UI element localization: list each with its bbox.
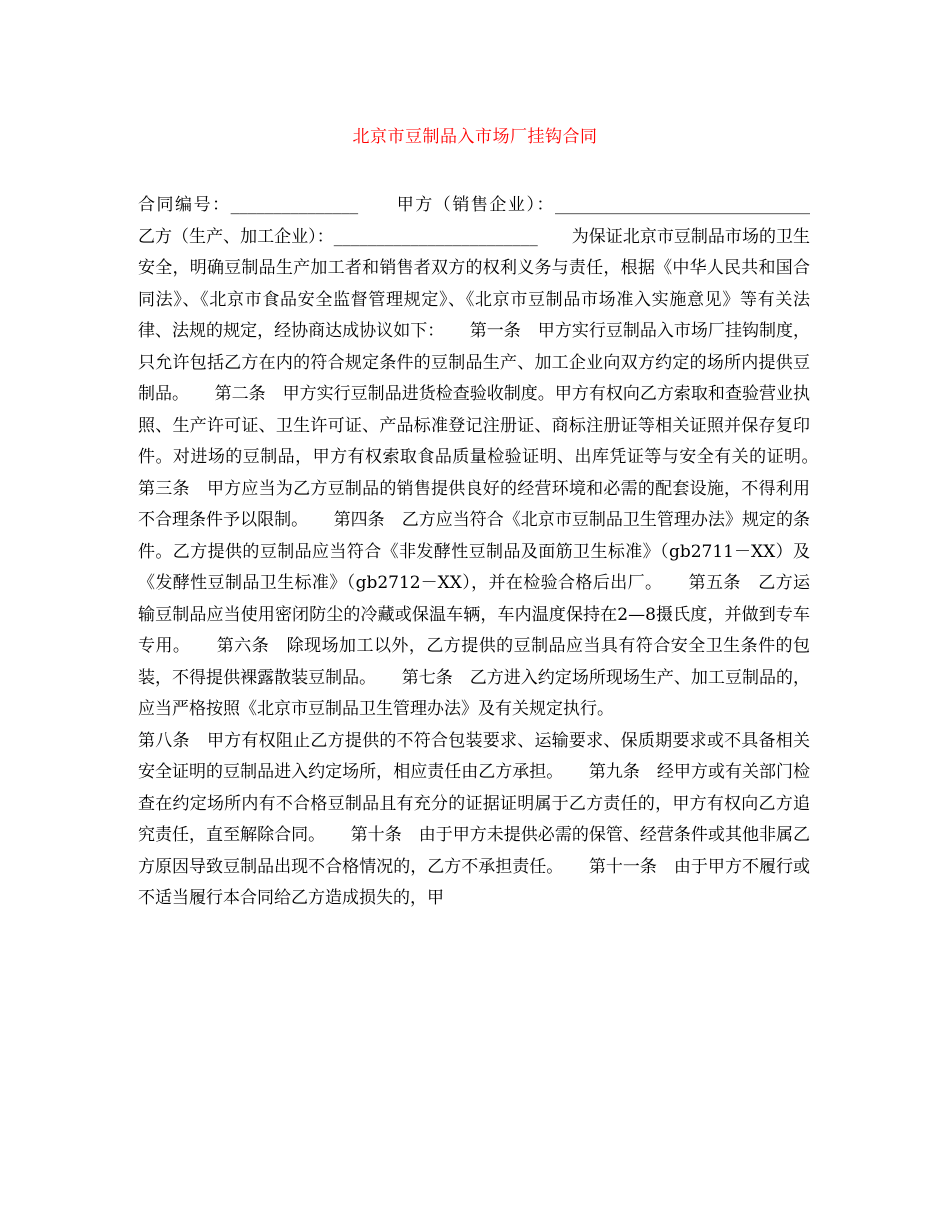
document-title: 北京市豆制品入市场厂挂钩合同 xyxy=(352,127,598,147)
contract-body: 合同编号：_______________ 甲方（销售企业）：______________________________ 乙方（生产、加工企业）：________________________ 为保证北京市豆制品市场的卫生安全，明确豆制品生产加工者和销售者双方的权利义务与责任，根据《中华人民共和国合同法》、《北京市食品安全监督管理规定》、《北京市豆制品市场准入实施意见》等有关法律、法规的规定，经协商达成协议如下： 第一条 甲方实行豆制品入市场厂挂钩制度，只允许包括乙方在内的符合规定条件的豆制品生产、加工企业向双方约定的场所内提供豆制品。 第二条 甲方实行豆制品进货检查验收制度。甲方有权向乙方索取和查验营业执照、生产许可证、卫生许可证、产品标准登记注册证、商标注册证等相关证照并保存复印件。对进场的豆制品，甲方有权索取食品质量检验证明、出库凭证等与安全有关的证明。 第三条 甲方应当为乙方豆制品的销售提供良好的经营环境和必需的配套设施，不得利用不合理条件予以限制。 第四条 乙方应当符合《北京市豆制品卫生管理办法》规定的条件。乙方提供的豆制品应当符合《非发酵性豆制品及面筋卫生标准》（gb2711－XX）及《发酵性豆制品卫生标准》（gb2712－XX），并在检验合格后出厂。 第五条 乙方运输豆制品应当使用密闭防尘的冷藏或保温车辆，车内温度保持在2—8摄氏度，并做到专车专用。 第六条 除现场加工以外，乙方提供的豆制品应当具有符合安全卫生条件的包装，不得提供裸露散装豆制品。 第七条 乙方进入约定场所现场生产、加工豆制品的，应当严格按照《北京市豆制品卫生管理办法》及有关规定执行。 第八条 甲方有权阻止乙方提供的不符合包装要求、运输要求、保质期要求或不具备相关安全证明的豆制品进入约定场所，相应责任由乙方承担。 第九条 经甲方或有关部门检查在约定场所内有不合格豆制品且有充分的证据证明属于乙方责任的，甲方有权向乙方追究责任，直至解除合同。 第十条 由于甲方未提供必需的保管、经营条件或其他非属乙方原因导致豆制品出现不合格情况的，乙方不承担责任。 第十一条 由于甲方不履行或不适当履行本合同给乙方造成损失的，甲 xyxy=(138,195,810,908)
